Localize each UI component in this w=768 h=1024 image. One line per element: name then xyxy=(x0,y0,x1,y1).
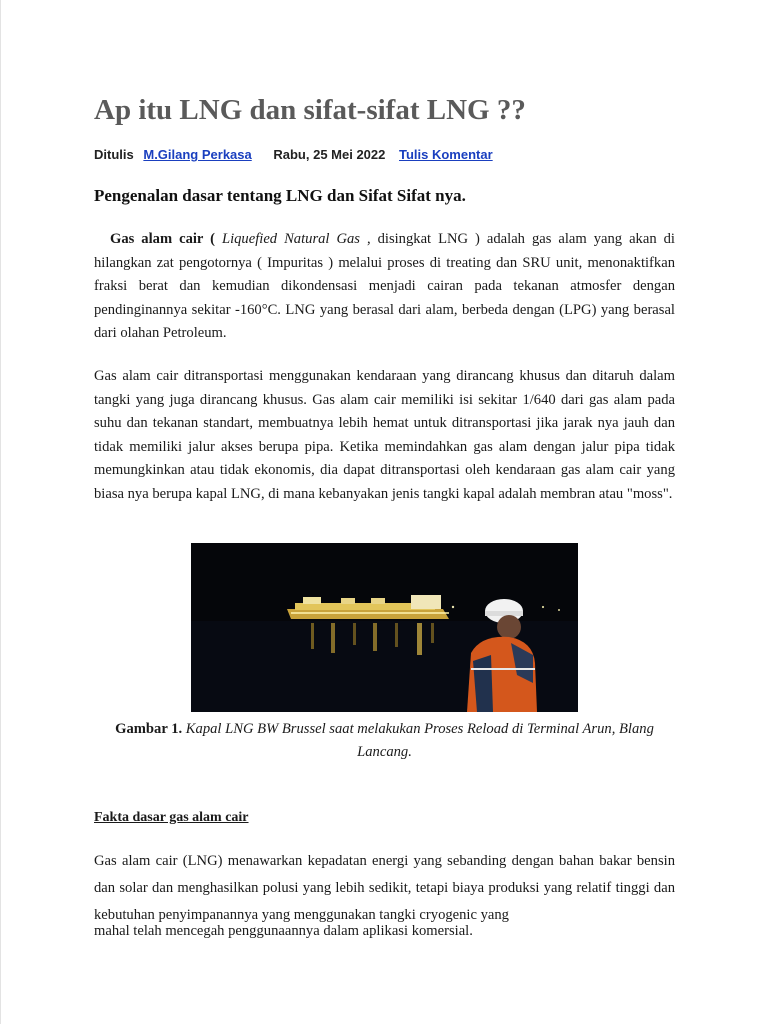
term-italic: Liquefied Natural Gas xyxy=(221,231,360,247)
byline-prefix: Ditulis xyxy=(94,147,134,162)
term-open-paren: ( xyxy=(203,231,222,247)
page-edge xyxy=(0,0,1,1024)
intro-rest: , disingkat LNG ) adalah gas alam yang akan di hilangkan zat pengotornya ( Impuritas ) melalui proses di treating dan SRU unit, menonaktifkan fraksi berat dan kemudian dikondensasi menjadi cairan pada tekanan atmosfer dengan pendinginannya sekitar -160°C. LNG yang berasal dari alam, berbeda dengan (LPG) yang berasal dari olahan Petroleum. xyxy=(94,231,675,342)
paragraph-facts: Gas alam cair (LNG) menawarkan kepadatan energi yang sebanding dengan bahan bakar bensin dan solar dan menghasilkan polusi yang lebih sedikit, tetapi biaya produksi yang relatif tinggi dan kebutuhan penyimpanannya yang menggunakan tangki cryogenic yang xyxy=(94,853,675,923)
publish-date: Rabu, 25 Mei 2022 xyxy=(273,147,386,162)
section-heading: Fakta dasar gas alam cair xyxy=(94,810,249,825)
caption-text: Kapal LNG BW Brussel saat melakukan Proses Reload di Terminal Arun, Blang Lancang. xyxy=(182,721,654,760)
comment-link[interactable]: Tulis Komentar xyxy=(399,147,493,162)
caption-label: Gambar 1. xyxy=(115,721,183,737)
photo-illustration xyxy=(191,543,578,712)
figure-caption xyxy=(94,718,675,764)
paragraph-facts-overlap: mahal telah mencegah penggunaannya dalam aplikasi komersial. xyxy=(94,923,473,939)
paragraph-transport: Gas alam cair ditransportasi menggunakan kendaraan yang dirancang khusus dan ditaruh dalam tangki yang juga dirancang khusus. Gas alam cair memiliki isi sekitar 1/640 dari gas alam pada suhu dan tekanan standart, membuatnya lebih hemat untuk ditransportasi jika jarak nya jauh dan tidak memiliki jalur akses berupa pipa. Ketika memindahkan gas alam dengan jalur pipa tidak memungkinkan atau tidak ekonomis, dia dapat ditransportasi oleh kendaraan gas alam cair yang biasa nya berupa kapal LNG, di mana kebanyakan jenis tangki kapal adalah membran atau "moss". xyxy=(94,368,675,502)
lng-ship-night-photo xyxy=(191,543,578,712)
article-title: Ap itu LNG dan sifat-sifat LNG ?? xyxy=(94,94,526,126)
author-link[interactable]: M.Gilang Perkasa xyxy=(143,147,252,162)
paragraph-intro xyxy=(94,228,675,346)
term-bold: Gas alam cair xyxy=(110,231,204,247)
byline xyxy=(94,147,694,162)
article-subtitle: Pengenalan dasar tentang LNG dan Sifat Sifat nya. xyxy=(94,186,466,205)
